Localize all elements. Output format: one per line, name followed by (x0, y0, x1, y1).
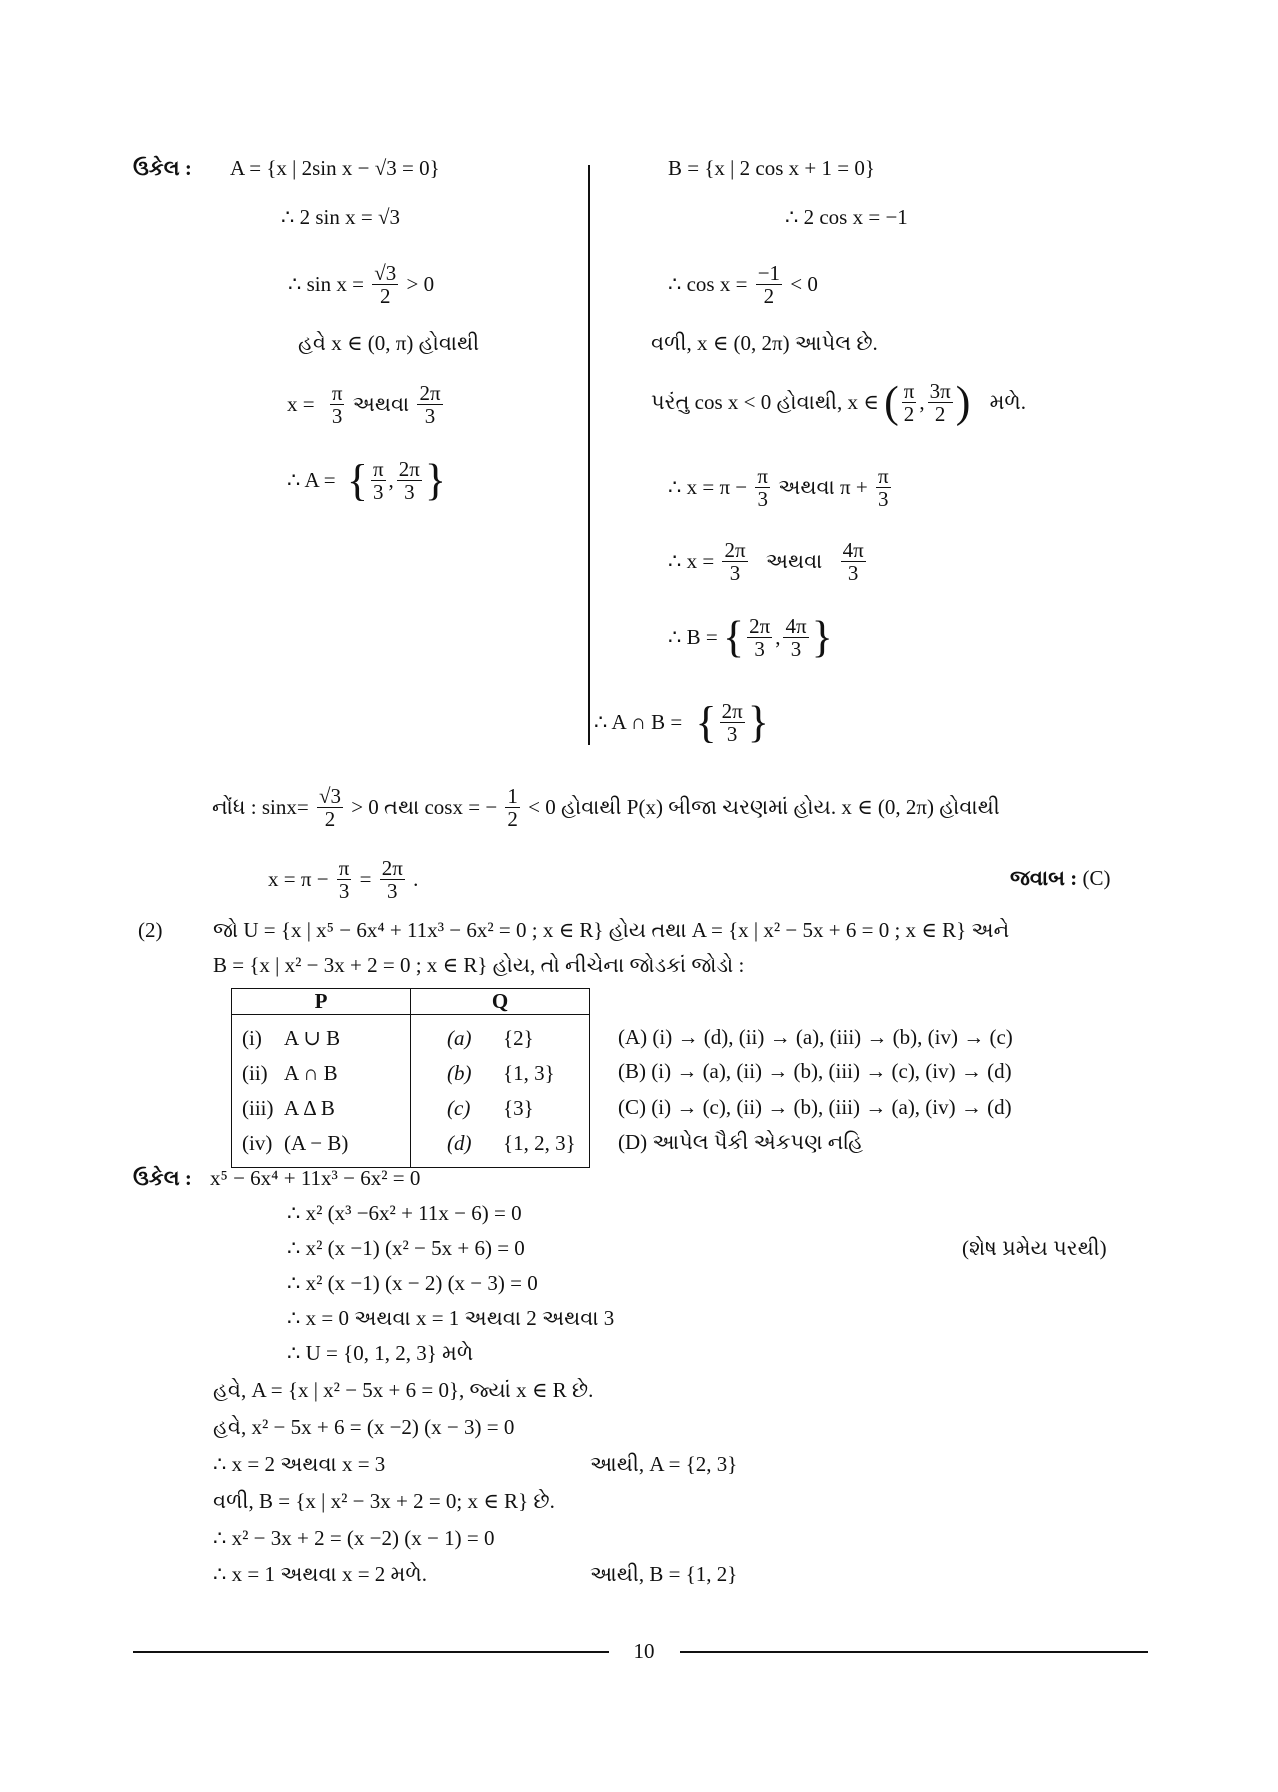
equation-line: x = $\frac{\pi}{3}$ અથવા $\frac{2\pi}{3}$ (287, 381, 441, 429)
solution-line: હવે, x² − 5x + 6 = (x −2) (x − 3) = 0 (213, 1415, 515, 1439)
note-line: નોંધ : sinx= $\frac{√3}{2}$ > 0 તથા cosx = − $\frac{1}{2}$ < 0 હોવાથી P(x) બીજા ચરણમાં હોય. x ∈ (0, 2π) હોવાથી (212, 784, 1000, 832)
answer-value: (C) (1082, 866, 1111, 890)
solution-line: વળી, B = {x | x² − 3x + 2 = 0; x ∈ R} છે. (213, 1489, 555, 1513)
p-item: (ii) A ∩ B (242, 1061, 338, 1085)
column-header-q: Q (411, 989, 590, 1015)
equation-line: હવે x ∈ (0, π) હોવાથી (298, 331, 480, 355)
set-a-result: ∴ A = { $\frac{\pi}{3}$ , $\frac{2\pi}{3}$ } (287, 455, 447, 505)
option-c: (C) (i) → (c), (ii) → (b), (iii) → (a), (iv) → (d) (618, 1095, 1012, 1119)
solution-remark: (શેષ પ્રમેય પરથી) (962, 1236, 1107, 1260)
solution-result: આથી, A = {2, 3} (590, 1452, 738, 1476)
solution-line: ∴ U = {0, 1, 2, 3} મળે (287, 1341, 474, 1365)
option-b: (B) (i) → (a), (ii) → (b), (iii) → (c), (iv) → (d) (618, 1059, 1012, 1083)
column-p (232, 1015, 411, 1168)
column-q (411, 1015, 590, 1168)
equation-line: પરંતુ cos x < 0 હોવાથી, x ∈ ( $\frac{\pi}{2}$ , $\frac{3\pi}{2}$ ) મળે. (651, 377, 1027, 427)
solution-line: ∴ x² − 3x + 2 = (x −2) (x − 1) = 0 (213, 1526, 495, 1550)
solution-line: ∴ x² (x³ −6x² + 11x − 6) = 0 (287, 1201, 522, 1225)
solution-line: x⁵ − 6x⁴ + 11x³ − 6x² = 0 (210, 1166, 421, 1190)
solution-result: આથી, B = {1, 2} (590, 1562, 738, 1586)
solution-label: ઉકેલ : (133, 1166, 192, 1190)
column-header-p: P (232, 989, 411, 1015)
p-item: (iii) A Δ B (242, 1096, 335, 1120)
option-a: (A) (i) → (d), (ii) → (a), (iii) → (b), (iv) → (c) (618, 1025, 1013, 1049)
set-a-definition: A = {x | 2sin x − √3 = 0} (230, 156, 440, 180)
q-item: (c) {3} (447, 1096, 534, 1120)
solution-line: હવે, A = {x | x² − 5x + 6 = 0}, જ્યાં x ∈ R છે. (213, 1378, 594, 1402)
q-item: (a) {2} (447, 1026, 534, 1050)
answer-label: જવાબ : (1010, 866, 1078, 890)
answer (1010, 868, 1110, 889)
solution-line: ∴ x = 0 અથવા x = 1 અથવા 2 અથવા 3 (287, 1306, 615, 1330)
equation-line: ∴ x = π − $\frac{\pi}{3}$ અથવા π + $\frac{\pi}{3}$ (668, 464, 889, 512)
equation-line: ∴ 2 sin x = √3 (281, 205, 400, 229)
solution-label: ઉકેલ : (133, 156, 192, 180)
p-item: (i) A ∪ B (242, 1026, 341, 1050)
footer-rule-right (680, 1651, 1148, 1653)
question-number: (2) (138, 918, 163, 942)
equation-line: વળી, x ∈ (0, 2π) આપેલ છે. (651, 331, 878, 355)
footer-rule-left (133, 1651, 609, 1653)
equation-line: ∴ sin x = $\frac{√3}{2}$ > 0 (288, 261, 435, 309)
equation-line: ∴ x = $\frac{2\pi}{3}$ અથવા $\frac{4\pi}{3}$ (668, 538, 864, 586)
equation-line: ∴ 2 cos x = −1 (785, 205, 908, 229)
intersection-result: ∴ A ∩ B = { $\frac{2\pi}{3}$ } (594, 697, 769, 747)
p-item: (iv) (A − B) (242, 1131, 349, 1155)
note-line: x = π − $\frac{\pi}{3}$ = $\frac{2\pi}{3}$ . (268, 856, 419, 904)
solution-line: ∴ x = 2 અથવા x = 3 (213, 1452, 386, 1476)
equation-line: ∴ cos x = $\frac{-1}{2}$ < 0 (668, 261, 818, 309)
solution-line: ∴ x² (x −1) (x − 2) (x − 3) = 0 (287, 1271, 538, 1295)
question-text: જો U = {x | x⁵ − 6x⁴ + 11x³ − 6x² = 0 ; x ∈ R} હોય તથા A = {x | x² − 5x + 6 = 0 ; x ∈ R} અને (213, 918, 1010, 942)
page-number: 10 (633, 1639, 655, 1663)
question-text: B = {x | x² − 3x + 2 = 0 ; x ∈ R} હોય, તો નીચેના જોડકાં જોડો : (213, 953, 745, 977)
solution-line: ∴ x = 1 અથવા x = 2 મળે. (213, 1562, 427, 1586)
q-item: (d) {1, 2, 3} (447, 1131, 576, 1155)
q-item: (b) {1, 3} (447, 1061, 555, 1085)
column-divider (588, 165, 590, 745)
set-b-result: ∴ B = { $\frac{2\pi}{3}$ , $\frac{4\pi}{3}$ } (668, 612, 833, 662)
solution-line: ∴ x² (x −1) (x² − 5x + 6) = 0 (287, 1236, 525, 1260)
option-d: (D) આપેલ પૈકી એકપણ નહિ (618, 1130, 864, 1154)
matching-table (231, 988, 590, 1168)
set-b-definition: B = {x | 2 cos x + 1 = 0} (668, 156, 875, 180)
